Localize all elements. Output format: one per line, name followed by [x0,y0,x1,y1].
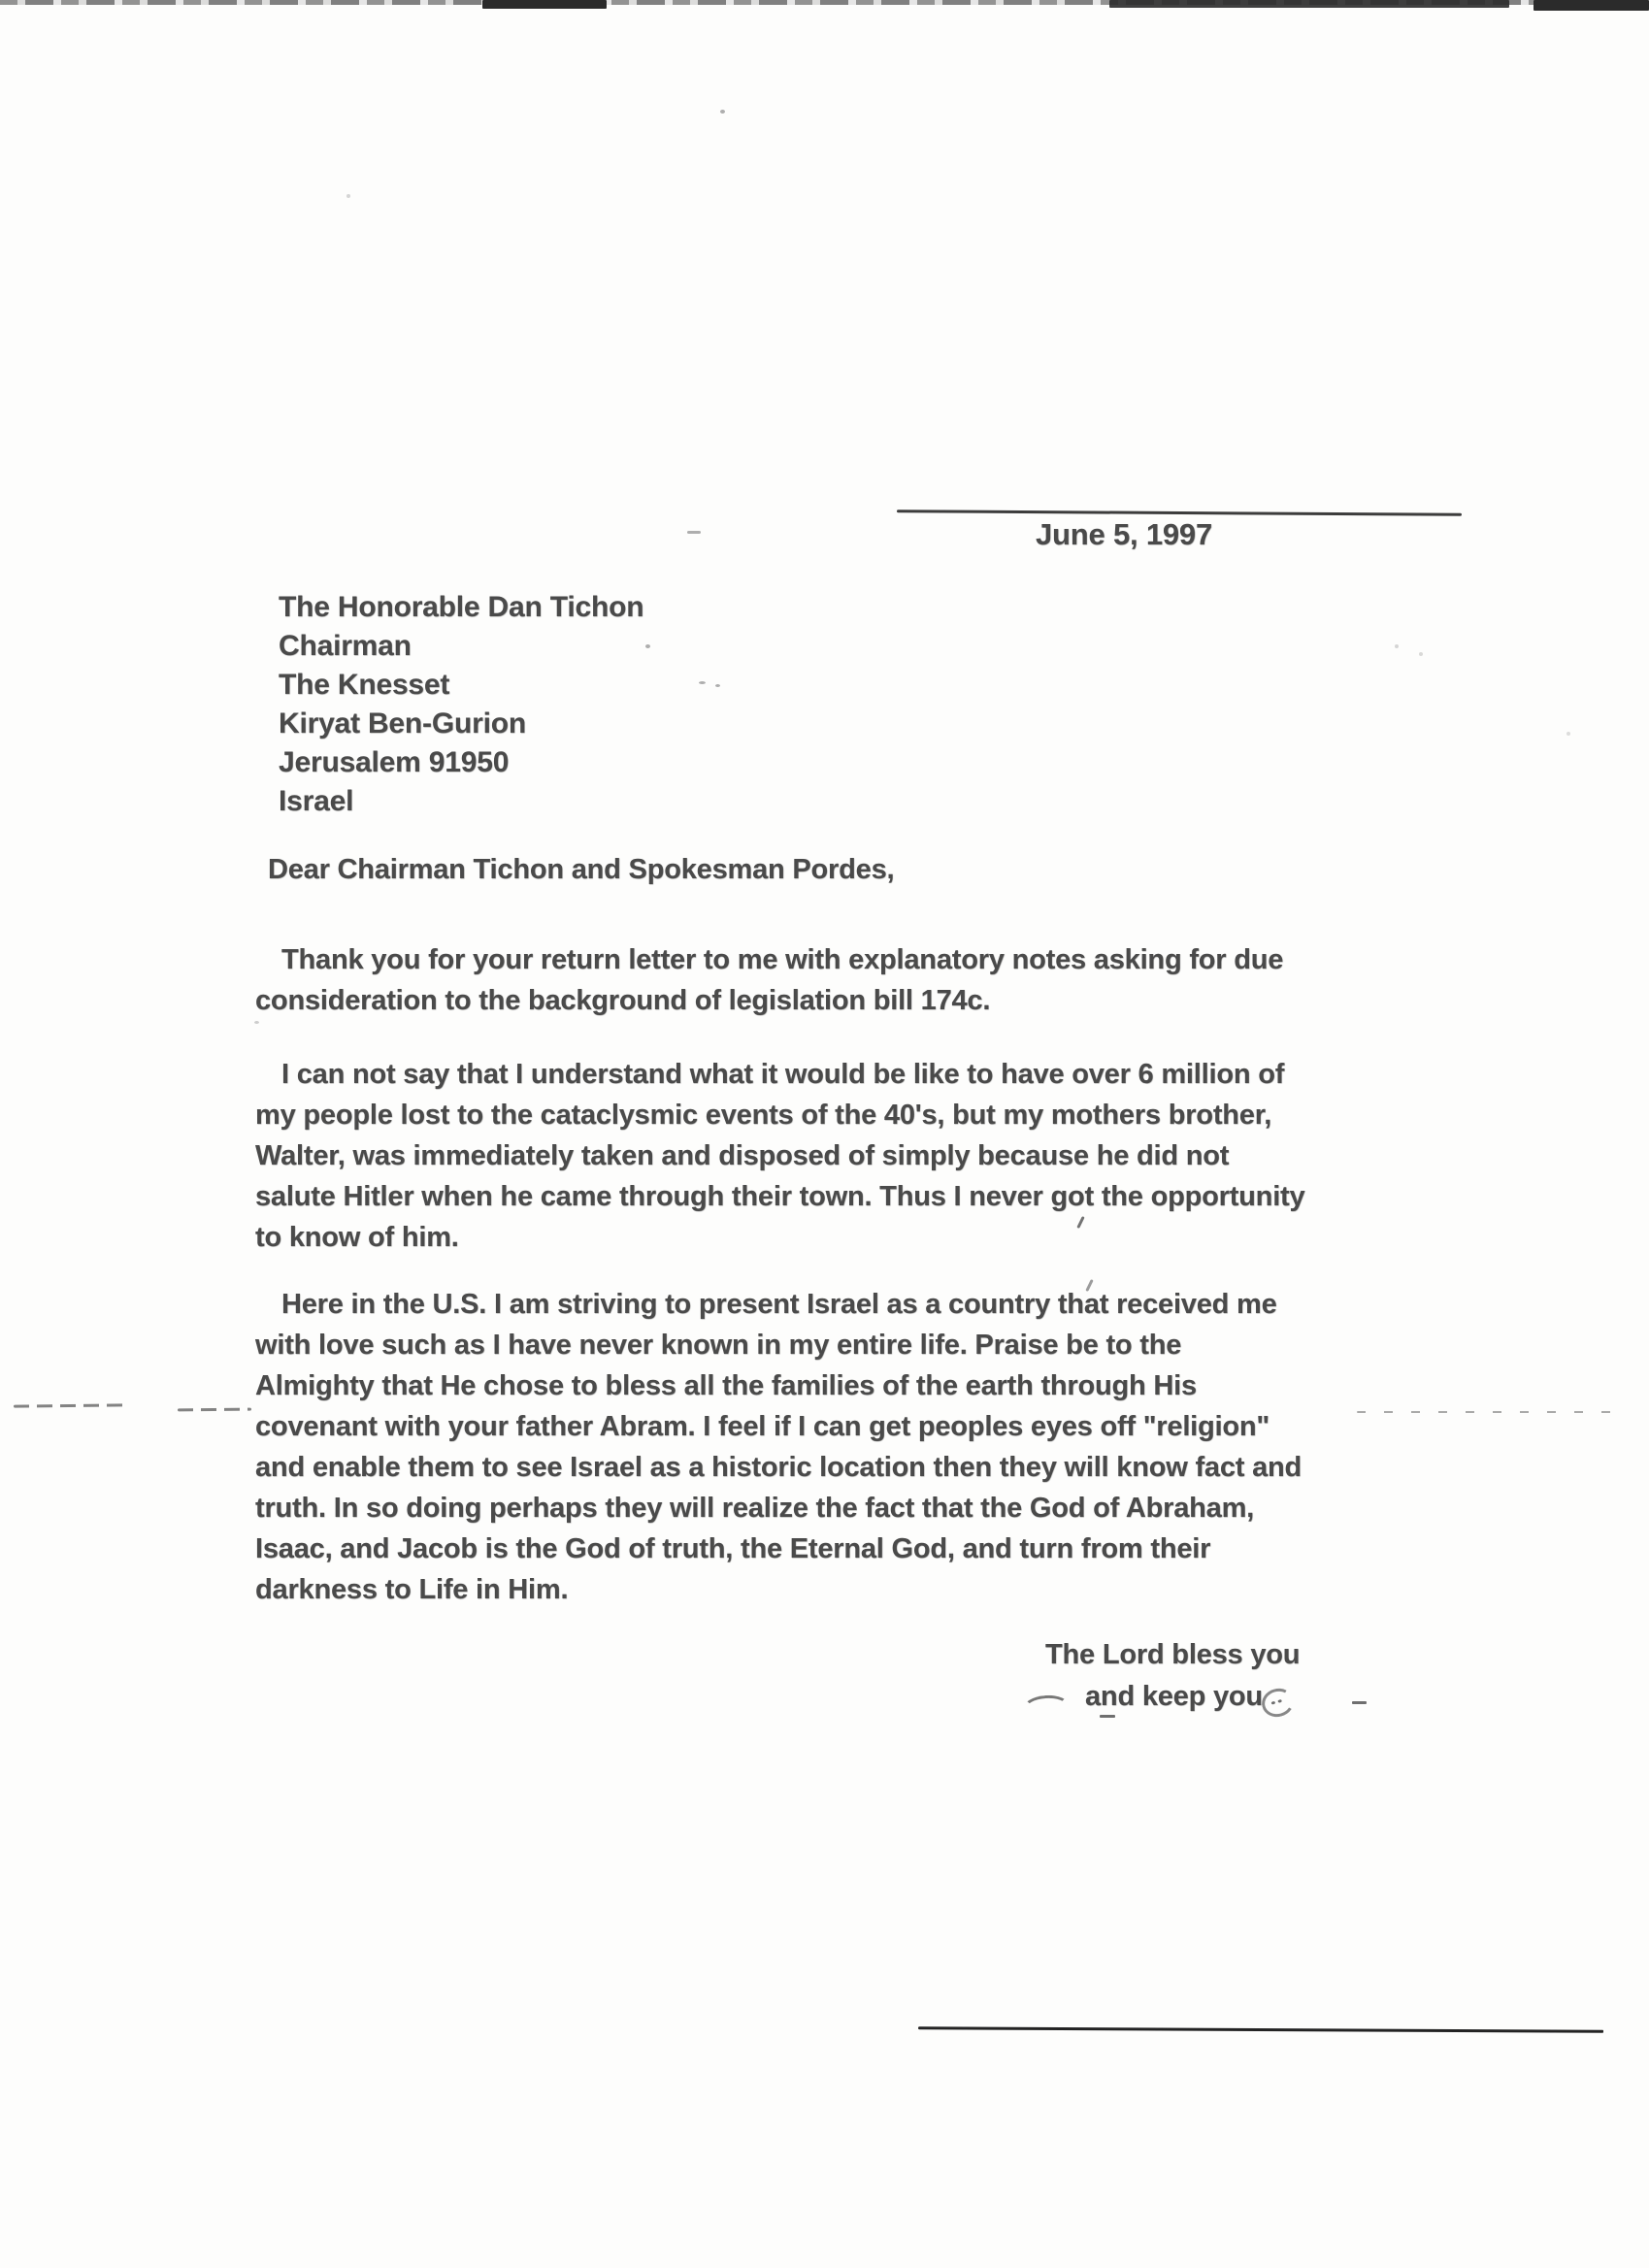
body-paragraph-1 [255,939,1283,1021]
paragraph-line: Walter, was immediately taken and disposed of simply because he did not [255,1140,1230,1171]
scan-speck [1395,644,1399,648]
scan-top-edge-artifact [1534,0,1649,11]
address-line-country: Israel [279,785,354,817]
fold-mark-right [1357,1411,1611,1413]
paragraph-line: salute Hitler when he came through their town. Thus I never got the opportunity [255,1181,1305,1212]
scan-speck [1567,732,1570,736]
scan-smudge-arc [1022,1693,1071,1721]
paragraph-line: truth. In so doing perhaps they will realize the fact that the God of Abraham, [255,1493,1255,1524]
scan-smudge-dash [1352,1701,1367,1704]
scan-speck [715,684,720,687]
paragraph-line: consideration to the background of legislation bill 174c. [255,985,991,1016]
scan-speck [1419,652,1423,656]
body-paragraph-3 [255,1284,1302,1610]
fold-mark-left [178,1408,251,1412]
paragraph-line: Here in the U.S. I am striving to present Israel as a country that received me [281,1289,1277,1320]
blessing-line-2: and keep you [1085,1681,1263,1712]
paragraph-line: Isaac, and Jacob is the God of truth, the Eternal God, and turn from their [255,1533,1211,1564]
paragraph-line: to know of him. [255,1222,459,1253]
scan-speck [645,644,650,648]
bottom-scan-rule [918,2026,1603,2032]
paragraph-line: my people lost to the cataclysmic events of the 40's, but my mothers brother, [255,1100,1272,1131]
scan-speck [1277,1699,1282,1703]
paragraph-line: Almighty that He chose to bless all the families of the earth through His [255,1370,1197,1401]
address-line-org: The Knesset [279,669,450,701]
scan-speck [346,194,350,198]
paragraph-line: darkness to Life in Him. [255,1574,569,1605]
paragraph-line: and enable them to see Israel as a historic location then they will know fact and [255,1452,1303,1483]
paragraph-line: Thank you for your return letter to me with explanatory notes asking for due [281,944,1284,975]
scan-speck [254,1021,259,1024]
salutation-line: Dear Chairman Tichon and Spokesman Pordes, [268,854,895,885]
date-underline-rule [897,509,1462,516]
fold-mark-left [14,1403,128,1407]
scan-speck [1271,1701,1276,1705]
address-line-title: Chairman [279,630,412,662]
scan-smudge-dash [1100,1715,1115,1718]
scan-top-edge-artifact [482,0,607,9]
paragraph-line: with love such as I have never known in my entire life. Praise be to the [255,1330,1182,1361]
paragraph-line: covenant with your father Abram. I feel if I can get peoples eyes off "religion" [255,1411,1270,1442]
scan-top-edge-artifact [1109,0,1509,8]
scan-speck [699,681,706,684]
scan-speck [720,110,725,114]
scan-speck [687,531,701,534]
letter-date: June 5, 1997 [1036,517,1212,551]
paragraph-line: I can not say that I understand what it would be like to have over 6 million of [281,1059,1285,1090]
blessing-line-1: The Lord bless you [1045,1639,1301,1670]
body-paragraph-2 [255,1054,1304,1258]
address-line-name: The Honorable Dan Tichon [279,591,644,623]
recipient-address-block [279,588,643,821]
address-line-street: Kiryat Ben-Gurion [279,707,526,740]
address-line-city: Jerusalem 91950 [279,746,510,778]
